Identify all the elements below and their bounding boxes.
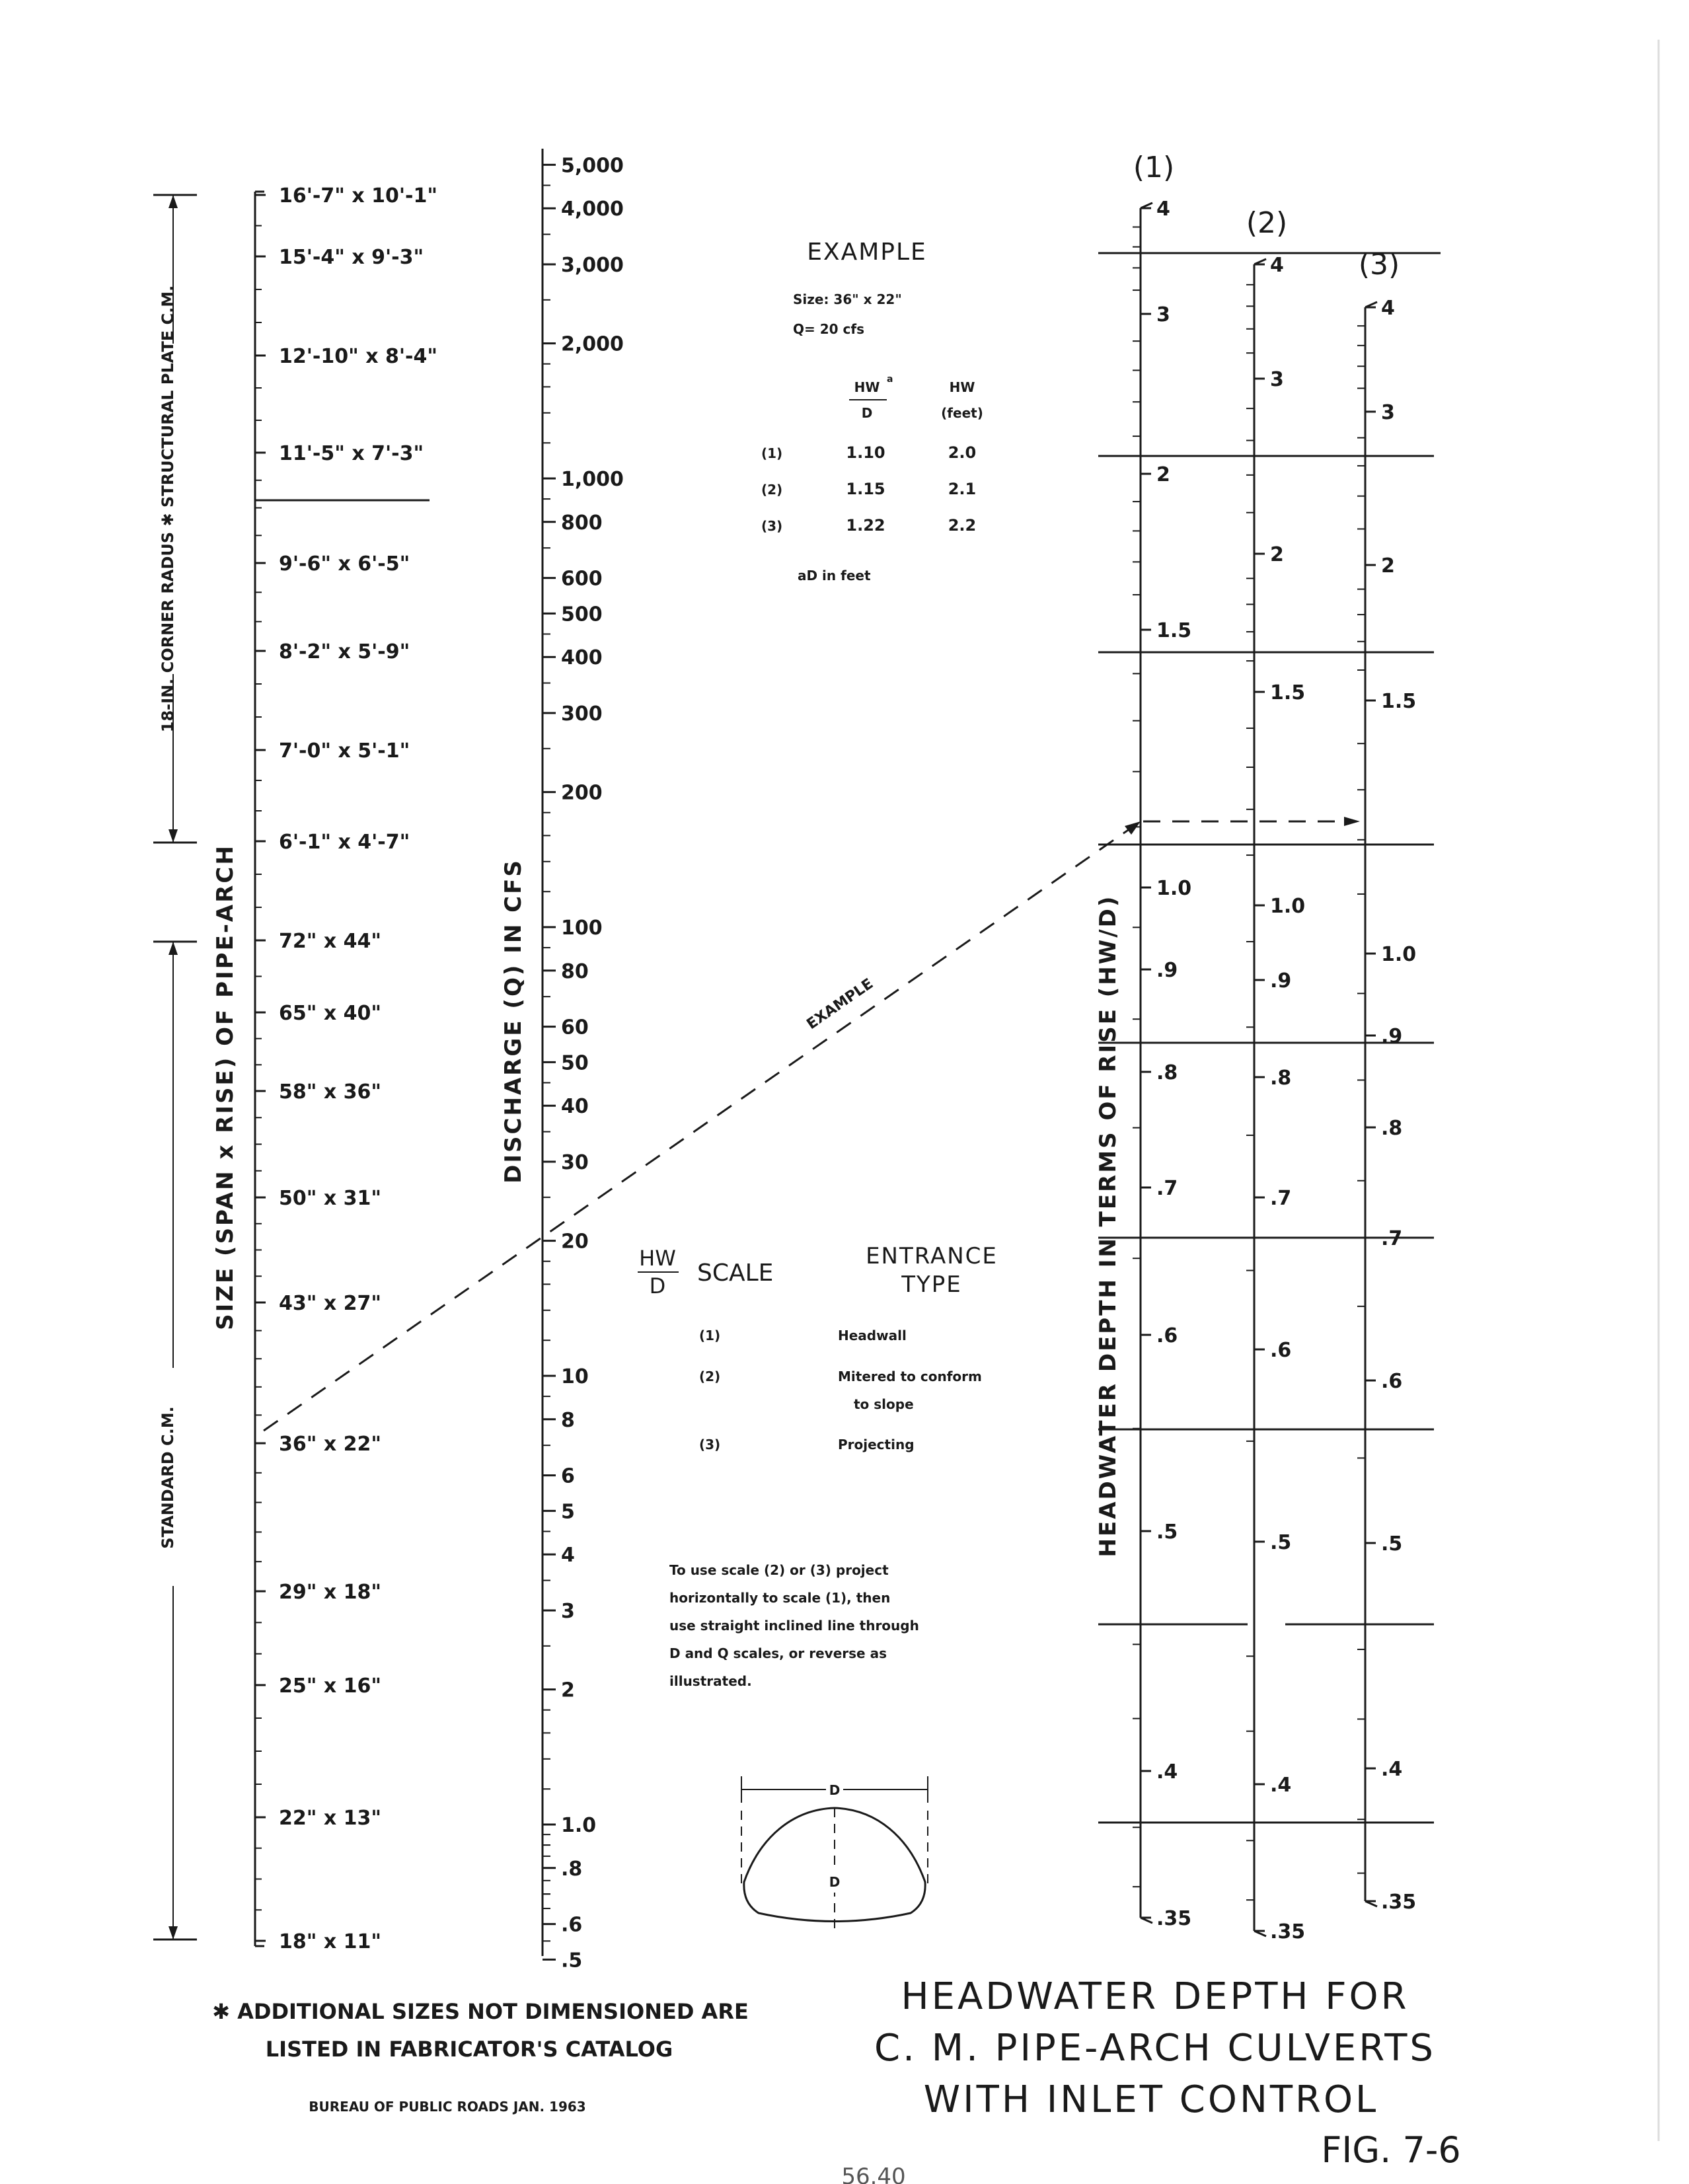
- hw-header-2: (2): [1246, 206, 1288, 240]
- credit-line: BUREAU OF PUBLIC ROADS JAN. 1963: [309, 2099, 586, 2115]
- hw-label: 1.5: [1381, 690, 1417, 713]
- discharge-labels: [561, 154, 624, 1972]
- bracket-standard-label: STANDARD C.M.: [159, 1406, 177, 1549]
- arrow-down-icon: [169, 1926, 178, 1939]
- discharge-label: .5: [561, 1949, 583, 1973]
- hw-label: 4: [1381, 297, 1395, 320]
- size-label: 9'-6" x 6'-5": [279, 552, 410, 576]
- hw-label: .8: [1381, 1117, 1403, 1140]
- size-label: 16'-7" x 10'-1": [279, 184, 438, 207]
- example-footnote: aD in feet: [798, 568, 871, 584]
- legend-row-id: (1): [699, 1328, 721, 1343]
- hw-label: .5: [1156, 1521, 1178, 1544]
- example-row-feet: 2.1: [948, 480, 977, 498]
- instructions-block: [669, 1562, 919, 1689]
- size-scale: [212, 184, 437, 1953]
- hw-axis-title: HEADWATER DEPTH IN TERMS OF RISE (HW/D): [1095, 894, 1121, 1558]
- legend-row-id: (2): [699, 1369, 721, 1384]
- hw-label: .35: [1270, 1920, 1306, 1943]
- legend-scale-word: SCALE: [697, 1260, 774, 1287]
- size-label: 15'-4" x 9'-3": [279, 246, 424, 269]
- size-label: 25" x 16": [279, 1675, 381, 1698]
- size-label: 11'-5" x 7'-3": [279, 442, 424, 465]
- discharge-label: 2,000: [561, 332, 624, 356]
- arrow-head-icon: [1125, 821, 1141, 835]
- example-col2-unit: (feet): [941, 405, 983, 421]
- legend-row-type-cont: to slope: [854, 1396, 914, 1412]
- discharge-label: 2: [561, 1678, 575, 1702]
- example-row-ratio: 1.15: [846, 480, 885, 498]
- example-col1-sup: a: [887, 374, 893, 385]
- size-label: 50" x 31": [279, 1187, 381, 1210]
- figure-number: FIG. 7-6: [1321, 2129, 1461, 2171]
- figure-title-3: WITH INLET CONTROL: [923, 2078, 1379, 2121]
- size-label: 12'-10" x 8'-4": [279, 345, 438, 368]
- hw-label: .6: [1156, 1324, 1178, 1347]
- hw-label: .35: [1381, 1891, 1417, 1914]
- size-minor-ticks: [255, 195, 266, 1941]
- hw-label: 1.5: [1270, 681, 1306, 704]
- size-label: 8'-2" x 5'-9": [279, 640, 410, 663]
- size-label: 22" x 13": [279, 1807, 381, 1830]
- size-label: 72" x 44": [279, 930, 381, 953]
- pipe-arch-diagram: [741, 1776, 928, 1933]
- page-number: 56.40: [841, 2164, 906, 2184]
- size-label: 58" x 36": [279, 1080, 381, 1104]
- hw-label: .7: [1270, 1187, 1292, 1210]
- discharge-label: .8: [561, 1857, 583, 1881]
- legend-entrance-2: TYPE: [901, 1271, 962, 1298]
- legend-hw-den: D: [649, 1273, 666, 1299]
- hw-label: 4: [1156, 198, 1170, 221]
- discharge-label: 5,000: [561, 154, 624, 178]
- discharge-ticks: [543, 165, 556, 1959]
- example-construction: [264, 817, 1360, 1431]
- hw-label: 1.0: [1270, 895, 1306, 918]
- discharge-label: 30: [561, 1151, 589, 1175]
- example-col2-head: HW: [949, 379, 975, 395]
- instruction-line: use straight inclined line through: [669, 1618, 919, 1634]
- example-row-id: (2): [761, 482, 783, 498]
- discharge-label: 60: [561, 1016, 589, 1039]
- instruction-line: illustrated.: [669, 1673, 752, 1689]
- discharge-label: 800: [561, 511, 603, 535]
- discharge-label: 1.0: [561, 1814, 597, 1837]
- footnote-line-1: ✱ ADDITIONAL SIZES NOT DIMENSIONED ARE: [212, 1999, 749, 2024]
- hw-label: .6: [1381, 1370, 1403, 1393]
- discharge-label: 8: [561, 1408, 575, 1432]
- hw-label: .35: [1156, 1907, 1192, 1930]
- hw-label: .5: [1270, 1531, 1292, 1554]
- example-row-ratio: 1.10: [846, 443, 885, 462]
- discharge-label: 200: [561, 781, 603, 805]
- discharge-label: 4: [561, 1544, 575, 1567]
- size-brackets: [153, 195, 197, 1939]
- span-label: D: [829, 1782, 841, 1798]
- hw-label: .8: [1156, 1061, 1178, 1084]
- example-row-feet: 2.2: [948, 516, 977, 535]
- hw-label: 1.0: [1381, 943, 1417, 966]
- arrow-up-icon: [169, 195, 178, 208]
- size-label: 43" x 27": [279, 1292, 381, 1315]
- example-col1-den: D: [861, 405, 873, 421]
- figure-title-1: HEADWATER DEPTH FOR: [901, 1975, 1409, 2018]
- legend-row-type: Mitered to conform: [838, 1369, 982, 1384]
- hw-label: .4: [1381, 1758, 1403, 1781]
- discharge-label: 400: [561, 646, 603, 670]
- discharge-label: 600: [561, 567, 603, 591]
- discharge-label: 1,000: [561, 468, 624, 491]
- discharge-label: 20: [561, 1230, 589, 1254]
- discharge-label: 300: [561, 702, 603, 726]
- hw-header-1: (1): [1133, 151, 1175, 184]
- legend-row-type: Projecting: [838, 1437, 915, 1452]
- hw-label: 3: [1270, 368, 1284, 391]
- arrow-down-icon: [169, 829, 178, 843]
- hw-label: 2: [1156, 463, 1170, 486]
- example-col1-head: HW: [854, 379, 880, 395]
- arrow-up-icon: [169, 942, 178, 955]
- example-row-feet: 2.0: [948, 443, 977, 462]
- discharge-label: 5: [561, 1500, 575, 1524]
- hw-label: .4: [1270, 1774, 1292, 1797]
- size-label: 29" x 18": [279, 1581, 381, 1604]
- discharge-label: 3,000: [561, 254, 624, 278]
- size-label: 6'-1" x 4'-7": [279, 831, 410, 854]
- hw-scales: [1095, 151, 1441, 1943]
- discharge-label: 6: [561, 1464, 575, 1488]
- footnote-line-2: LISTED IN FABRICATOR'S CATALOG: [265, 2037, 673, 2062]
- discharge-label: 80: [561, 960, 589, 983]
- hw-label: .9: [1381, 1025, 1403, 1048]
- hw-label: .8: [1270, 1067, 1292, 1090]
- footer: [212, 1975, 1461, 2184]
- size-label: 7'-0" x 5'-1": [279, 739, 410, 763]
- legend-hw-num: HW: [639, 1246, 676, 1271]
- hw-label: 3: [1156, 303, 1170, 326]
- hw-label: 2: [1270, 543, 1284, 566]
- size-axis-title: SIZE (SPAN x RISE) OF PIPE-ARCH: [212, 844, 239, 1330]
- size-label: 18" x 11": [279, 1930, 381, 1953]
- hw-label: 3: [1381, 401, 1395, 424]
- hw-label: 2: [1381, 554, 1395, 578]
- discharge-label: 40: [561, 1095, 589, 1119]
- example-block: [761, 239, 983, 584]
- example-q: Q= 20 cfs: [793, 321, 864, 337]
- hw-scale-2: [1246, 254, 1305, 1943]
- legend-row-type: Headwall: [838, 1328, 907, 1343]
- entrance-legend: [638, 1243, 998, 1452]
- hw-header-3: (3): [1358, 248, 1400, 282]
- discharge-scale: [500, 149, 624, 1972]
- discharge-label: 10: [561, 1365, 589, 1388]
- discharge-axis-title: DISCHARGE (Q) IN CFS: [500, 858, 527, 1184]
- hw-label: 4: [1270, 254, 1284, 277]
- instruction-line: horizontally to scale (1), then: [669, 1590, 891, 1606]
- size-label: 65" x 40": [279, 1002, 381, 1025]
- legend-row-id: (3): [699, 1437, 721, 1452]
- discharge-label: 100: [561, 917, 603, 940]
- bracket-structural-label: 18-IN. CORNER RADUS ✱ STRUCTURAL PLATE C.M.: [159, 285, 177, 733]
- instruction-line: D and Q scales, or reverse as: [669, 1645, 887, 1661]
- example-line-label: EXAMPLE: [804, 975, 877, 1034]
- example-heading: EXAMPLE: [807, 239, 927, 266]
- figure-title-2: C. M. PIPE-ARCH CULVERTS: [874, 2027, 1436, 2070]
- arrow-right-icon: [1344, 817, 1360, 826]
- example-row-id: (1): [761, 445, 783, 461]
- hw-scale-1: [1133, 198, 1191, 1930]
- example-row-ratio: 1.22: [846, 516, 885, 535]
- instruction-line: To use scale (2) or (3) project: [669, 1562, 889, 1578]
- hw-label: .6: [1270, 1339, 1292, 1362]
- example-size: Size: 36" x 22": [793, 291, 902, 307]
- discharge-label: 4,000: [561, 198, 624, 221]
- hw-label: .7: [1156, 1177, 1178, 1200]
- discharge-label: 50: [561, 1051, 589, 1075]
- hw-label: .5: [1381, 1532, 1403, 1556]
- discharge-label: .6: [561, 1913, 583, 1937]
- discharge-label: 3: [561, 1600, 575, 1624]
- hw-scale-3: [1357, 297, 1416, 1914]
- hw-label: .9: [1270, 969, 1292, 993]
- hw-label: .7: [1381, 1227, 1403, 1250]
- rise-label: D: [829, 1874, 841, 1890]
- hw-label: .9: [1156, 959, 1178, 982]
- hw-label: 1.5: [1156, 619, 1192, 642]
- discharge-label: 500: [561, 603, 603, 626]
- hw-label: .4: [1156, 1760, 1178, 1784]
- example-row-id: (3): [761, 518, 783, 534]
- hw-label: 1.0: [1156, 877, 1192, 900]
- size-label: 36" x 22": [279, 1433, 381, 1456]
- size-labels: [279, 184, 437, 1953]
- legend-entrance-1: ENTRANCE: [866, 1243, 998, 1269]
